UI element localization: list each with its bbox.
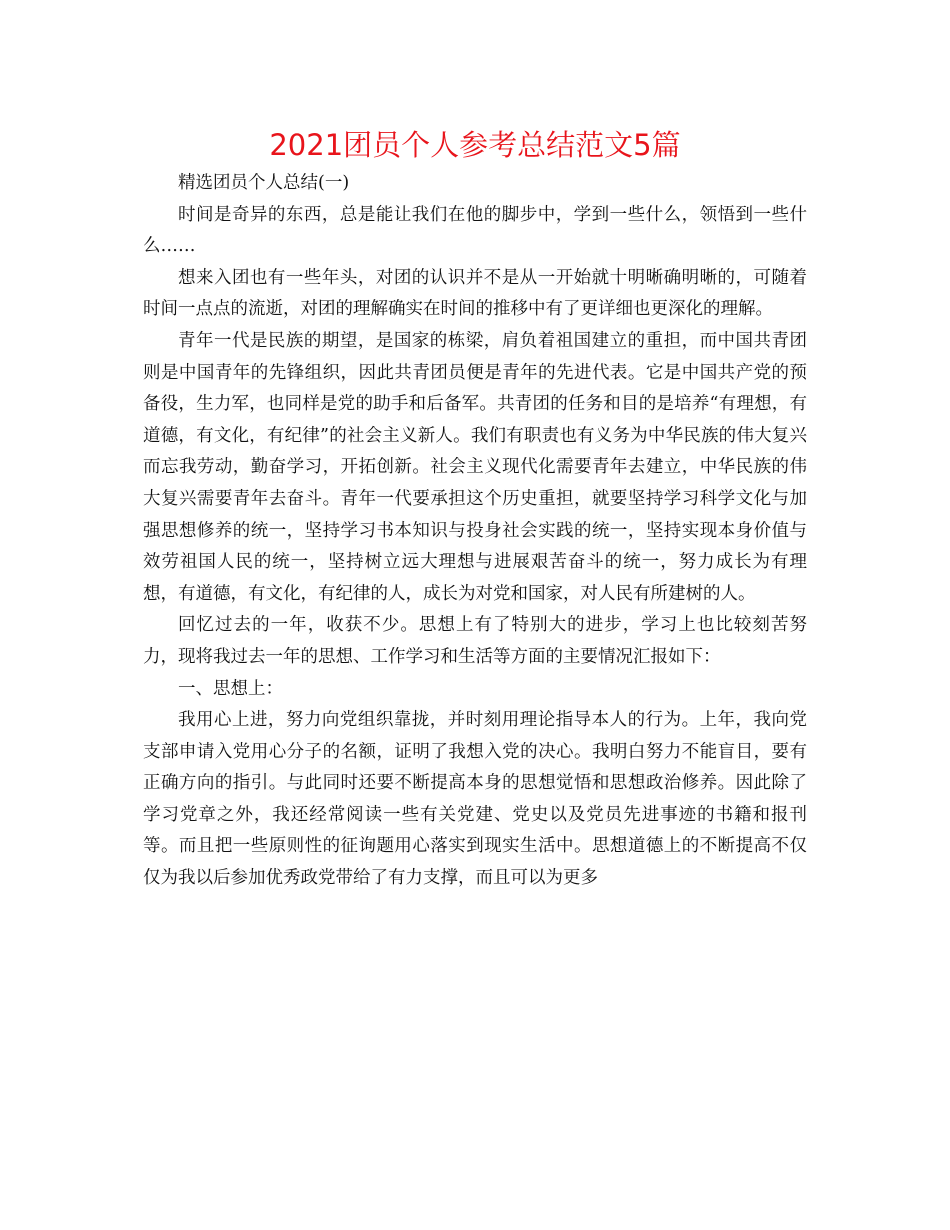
document-title: 2021团员个人参考总结范文5篇 bbox=[269, 128, 681, 162]
section-heading-summary-1: 精选团员个人总结(一) bbox=[178, 173, 350, 193]
body-paragraph: 我用心上进，努力向党组织靠拢，并时刻用理论指导本人的行为。上年，我向党支部申请入党用心分子的名额，证明了我想入党的决心。我明白努力不能盲目，要有正确方向的指引。与此同时还要不断提高本身的思想觉悟和思想政治修养。因此除了学习党章之外，我还经常阅读一些有关党建、党史以及党员先进事迹的书籍和报刊等。而且把一些原则性的征询题用心落实到现实生活中。思想道德上的不断提高不仅仅为我以后参加优秀政党带给了有力支撑，而且可以为更多 bbox=[143, 710, 807, 889]
document-body bbox=[143, 168, 807, 895]
body-paragraph: 青年一代是民族的期望，是国家的栋梁，肩负着祖国建立的重担，而中国共青团则是中国青年的先锋组织，因此共青团员便是青年的先进代表。它是中国共产党的预备役，生力军，也同样是党的助手和后备军。共青团的任务和目的是培养“有理想，有道德，有文化，有纪律”的社会主义新人。我们有职责也有义务为中华民族的伟大复兴而忘我劳动，勤奋学习，开拓创新。社会主义现代化需要青年去建立，中华民族的伟大复兴需要青年去奋斗。青年一代要承担这个历史重担，就要坚持学习科学文化与加强思想修养的统一，坚持学习书本知识与投身社会实践的统一，坚持实现本身价值与效劳祖国人民的统一，坚持树立远大理想与进展艰苦奋斗的统一，努力成长为有理想，有道德，有文化，有纪律的人，成长为对党和国家，对人民有所建树的人。 bbox=[143, 330, 807, 604]
body-paragraph: 时间是奇异的东西，总是能让我们在他的脚步中，学到一些什么，领悟到一些什么…… bbox=[143, 204, 807, 257]
body-paragraph: 想来入团也有一些年头，对团的认识并不是从一开始就十明晰确明晰的，可随着时间一点点的流逝，对团的理解确实在时间的推移中有了更详细也更深化的理解。 bbox=[143, 267, 807, 320]
body-paragraph: 回忆过去的一年，收获不少。思想上有了特别大的进步，学习上也比较刻苦努力，现将我过去一年的思想、工作学习和生活等方面的主要情况汇报如下： bbox=[143, 615, 807, 667]
section-heading-thought: 一、思想上： bbox=[178, 678, 283, 699]
